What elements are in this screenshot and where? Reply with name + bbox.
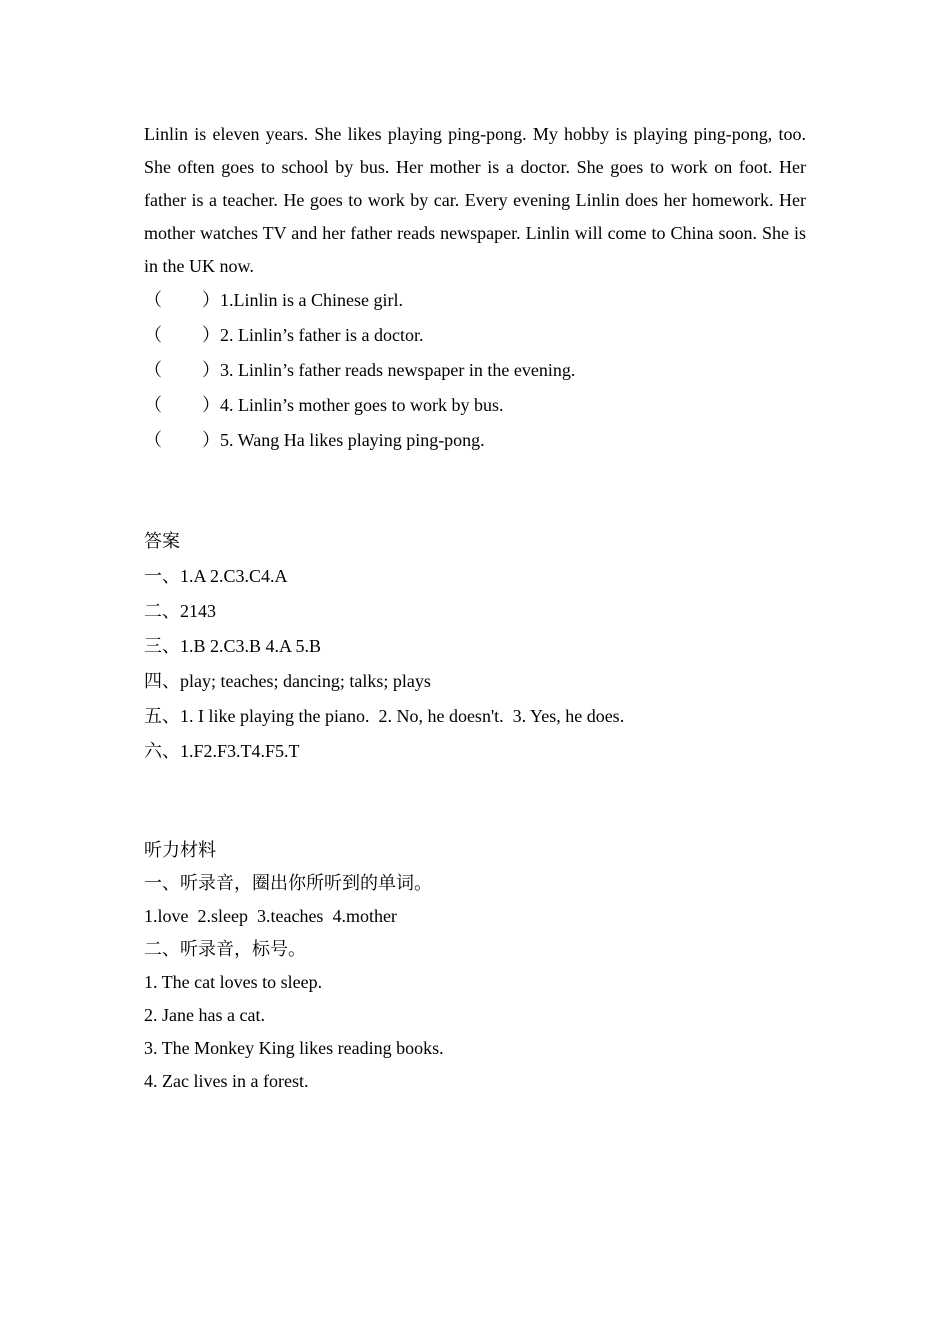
question-text: 1.Linlin is a Chinese girl.: [220, 290, 403, 310]
reading-passage: Linlin is eleven years. She likes playing ping-pong. My hobby is playing ping-pong, too. She often goes to school by bus. Her mother is a doctor. She goes to work on foot. Her father is a teacher. He goes to work by car. Every evening Linlin does her homework. Her mother watches TV and her father reads newspaper. Linlin will come to China soon. She is in the UK now.: [144, 124, 806, 276]
tf-question-2: [144, 318, 806, 353]
listening-line: 3. The Monkey King likes reading books.: [144, 1038, 444, 1058]
reading-section: [144, 118, 806, 458]
true-false-questions: [144, 283, 806, 458]
answer-line: 三、1.B 2.C3.B 4.A 5.B: [144, 636, 322, 656]
answer-line: 一、1.A 2.C3.C4.A: [144, 566, 288, 586]
paren-close: ）: [202, 360, 220, 380]
paren-close: ）: [202, 325, 220, 345]
paren-close: ）: [202, 430, 220, 450]
paren-close: ）: [202, 290, 220, 310]
answer-blank[interactable]: （: [144, 290, 162, 310]
listening-line: 2. Jane has a cat.: [144, 1005, 265, 1025]
paren-close: ）: [202, 395, 220, 415]
listening-line: 4. Zac lives in a forest.: [144, 1071, 309, 1091]
answer-blank[interactable]: （: [144, 360, 162, 380]
question-text: 4. Linlin’s mother goes to work by bus.: [220, 395, 504, 415]
answers-section: [144, 524, 624, 769]
answers-title: 答案: [144, 531, 180, 551]
question-text: 2. Linlin’s father is a doctor.: [220, 325, 424, 345]
tf-question-3: [144, 353, 806, 388]
answer-blank[interactable]: （: [144, 395, 162, 415]
listening-line: 二、听录音，标号。: [144, 939, 306, 959]
question-text: 3. Linlin’s father reads newspaper in the evening.: [220, 360, 576, 380]
question-text: 5. Wang Ha likes playing ping-pong.: [220, 430, 485, 450]
tf-question-1: [144, 283, 806, 318]
listening-line: 一、听录音，圈出你所听到的单词。: [144, 873, 432, 893]
answer-line: 五、1. I like playing the piano. 2. No, he doesn't. 3. Yes, he does.: [144, 706, 625, 726]
answer-line: 二、2143: [144, 601, 216, 621]
listening-materials-section: [144, 834, 444, 1098]
listening-title: 听力材料: [144, 840, 216, 860]
answer-line: 四、play; teaches; dancing; talks; plays: [144, 671, 431, 691]
tf-question-4: [144, 388, 806, 423]
tf-question-5: [144, 423, 806, 458]
answer-line: 六、1.F2.F3.T4.F5.T: [144, 741, 300, 761]
answer-blank[interactable]: （: [144, 430, 162, 450]
answer-blank[interactable]: （: [144, 325, 162, 345]
listening-line: 1. The cat loves to sleep.: [144, 972, 323, 992]
listening-line: 1.love 2.sleep 3.teaches 4.mother: [144, 906, 397, 926]
